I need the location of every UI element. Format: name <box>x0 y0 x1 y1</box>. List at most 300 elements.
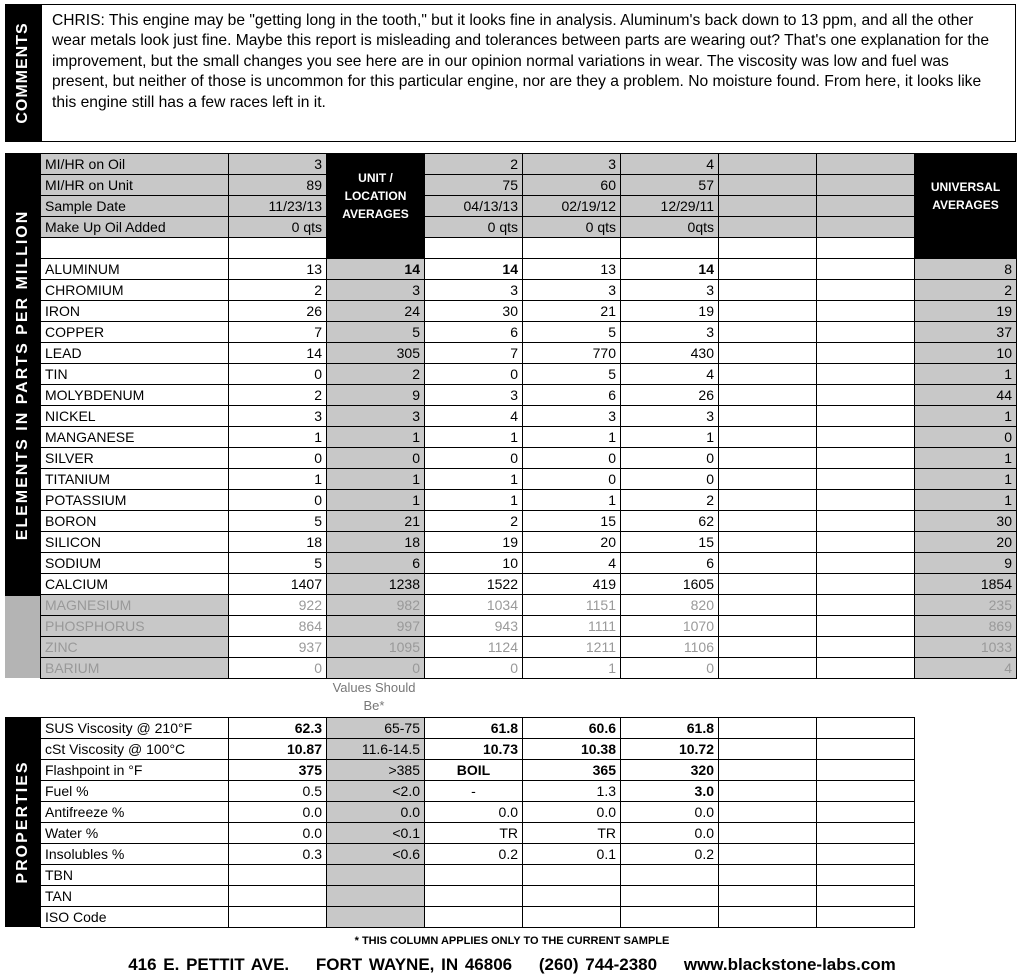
element-current-value: 0 <box>229 658 327 679</box>
info-row-label: Make Up Oil Added <box>41 217 229 238</box>
info-sample-2-value: 2 <box>425 154 523 175</box>
element-unit-average: 3 <box>327 280 425 301</box>
element-sample-3-value: 5 <box>523 364 621 385</box>
elements-heading: ELEMENTS IN PARTS PER MILLION <box>14 209 31 540</box>
property-empty-cell <box>719 886 817 907</box>
element-sample-2-value: 1 <box>425 427 523 448</box>
property-current-value: 375 <box>229 760 327 781</box>
property-sample-4-value: 3.0 <box>621 781 719 802</box>
element-empty-cell <box>817 532 915 553</box>
element-name: IRON <box>41 301 229 322</box>
property-name: Fuel % <box>41 781 229 802</box>
unit-location-averages-label: UNIT / LOCATION AVERAGES <box>342 170 409 221</box>
element-unit-average: 982 <box>327 595 425 616</box>
element-empty-cell <box>817 490 915 511</box>
spacer-cell <box>719 238 817 259</box>
element-sample-2-value: 6 <box>425 322 523 343</box>
element-current-value: 937 <box>229 637 327 658</box>
universal-averages-header <box>915 154 1017 238</box>
property-empty-cell <box>719 865 817 886</box>
element-sample-3-value: 1 <box>523 427 621 448</box>
info-current-value: 0 qts <box>229 217 327 238</box>
universal-averages-label: UNIVERSAL AVERAGES <box>930 179 1001 212</box>
element-empty-cell <box>817 595 915 616</box>
property-should-be-range: 0.0 <box>327 802 425 823</box>
property-row <box>41 907 915 928</box>
element-sample-2-value: 2 <box>425 511 523 532</box>
info-current-value: 11/23/13 <box>229 196 327 217</box>
element-sample-4-value: 26 <box>621 385 719 406</box>
footer-city: FORT WAYNE, IN 46806 <box>315 955 513 974</box>
property-should-be-range: <0.6 <box>327 844 425 865</box>
property-current-value <box>229 865 327 886</box>
element-unit-average: 1095 <box>327 637 425 658</box>
info-current-value: 3 <box>229 154 327 175</box>
element-empty-cell <box>817 574 915 595</box>
property-row <box>41 844 915 865</box>
property-row <box>41 823 915 844</box>
properties-label-bar <box>5 717 41 927</box>
element-sample-3-value: 0 <box>523 448 621 469</box>
element-sample-2-value: 4 <box>425 406 523 427</box>
element-sample-2-value: 1522 <box>425 574 523 595</box>
element-empty-cell <box>817 658 915 679</box>
element-sample-4-value: 2 <box>621 490 719 511</box>
element-universal-average: 1 <box>915 448 1017 469</box>
element-row <box>41 427 1017 448</box>
property-sample-3-value: 0.0 <box>523 802 621 823</box>
element-universal-average: 8 <box>915 259 1017 280</box>
element-empty-cell <box>719 616 817 637</box>
element-current-value: 1 <box>229 427 327 448</box>
element-empty-cell <box>719 448 817 469</box>
element-sample-4-value: 15 <box>621 532 719 553</box>
element-universal-average: 0 <box>915 427 1017 448</box>
element-universal-average: 1033 <box>915 637 1017 658</box>
property-sample-3-value: 0.1 <box>523 844 621 865</box>
info-row-label: MI/HR on Oil <box>41 154 229 175</box>
element-current-value: 26 <box>229 301 327 322</box>
element-unit-average: 18 <box>327 532 425 553</box>
property-empty-cell <box>817 844 915 865</box>
element-empty-cell <box>719 658 817 679</box>
info-sample-2-value: 75 <box>425 175 523 196</box>
element-unit-average: 14 <box>327 259 425 280</box>
element-name: TITANIUM <box>41 469 229 490</box>
info-sample-3-value: 3 <box>523 154 621 175</box>
element-row <box>41 280 1017 301</box>
element-sample-3-value: 4 <box>523 553 621 574</box>
element-sample-3-value: 21 <box>523 301 621 322</box>
property-should-be-range: <0.1 <box>327 823 425 844</box>
element-empty-cell <box>719 637 817 658</box>
property-sample-2-value: 0.2 <box>425 844 523 865</box>
element-sample-2-value: 1034 <box>425 595 523 616</box>
element-empty-cell <box>817 343 915 364</box>
element-empty-cell <box>719 280 817 301</box>
property-empty-cell <box>817 760 915 781</box>
element-sample-2-value: 1 <box>425 469 523 490</box>
footer-website[interactable]: www.blackstone-labs.com <box>683 955 896 974</box>
element-unit-average: 0 <box>327 448 425 469</box>
element-universal-average: 1 <box>915 406 1017 427</box>
element-sample-4-value: 1605 <box>621 574 719 595</box>
property-empty-cell <box>817 823 915 844</box>
element-empty-cell <box>719 259 817 280</box>
element-name: MAGNESIUM <box>41 595 229 616</box>
element-current-value: 2 <box>229 385 327 406</box>
element-universal-average: 1 <box>915 490 1017 511</box>
element-name: NICKEL <box>41 406 229 427</box>
element-empty-cell <box>719 469 817 490</box>
property-row <box>41 802 915 823</box>
info-empty-cell <box>817 154 915 175</box>
property-should-be-range <box>327 865 425 886</box>
info-sample-2-value: 04/13/13 <box>425 196 523 217</box>
info-sample-4-value: 0qts <box>621 217 719 238</box>
element-current-value: 2 <box>229 280 327 301</box>
property-sample-2-value: TR <box>425 823 523 844</box>
element-current-value: 13 <box>229 259 327 280</box>
element-name: ALUMINUM <box>41 259 229 280</box>
element-universal-average: 2 <box>915 280 1017 301</box>
element-sample-2-value: 943 <box>425 616 523 637</box>
property-row <box>41 886 915 907</box>
element-sample-2-value: 10 <box>425 553 523 574</box>
element-empty-cell <box>817 469 915 490</box>
property-sample-3-value: 365 <box>523 760 621 781</box>
element-current-value: 0 <box>229 448 327 469</box>
element-unit-average: 3 <box>327 406 425 427</box>
element-universal-average: 19 <box>915 301 1017 322</box>
element-sample-4-value: 0 <box>621 658 719 679</box>
element-current-value: 0 <box>229 490 327 511</box>
element-sample-3-value: 1111 <box>523 616 621 637</box>
property-sample-2-value: 61.8 <box>425 718 523 739</box>
property-current-value <box>229 886 327 907</box>
property-should-be-range <box>327 886 425 907</box>
element-sample-3-value: 5 <box>523 322 621 343</box>
property-current-value: 0.0 <box>229 802 327 823</box>
values-should-be-label: Values Should Be* <box>332 680 416 713</box>
element-row <box>41 343 1017 364</box>
property-current-value <box>229 907 327 928</box>
property-sample-4-value <box>621 865 719 886</box>
element-current-value: 3 <box>229 406 327 427</box>
property-sample-4-value <box>621 907 719 928</box>
element-unit-average: 21 <box>327 511 425 532</box>
element-current-value: 18 <box>229 532 327 553</box>
info-sample-3-value: 02/19/12 <box>523 196 621 217</box>
footer-note: * THIS COLUMN APPLIES ONLY TO THE CURRENT SAMPLE <box>354 935 670 947</box>
property-empty-cell <box>719 718 817 739</box>
element-name: ZINC <box>41 637 229 658</box>
property-empty-cell <box>817 865 915 886</box>
info-sample-4-value: 4 <box>621 154 719 175</box>
property-empty-cell <box>719 844 817 865</box>
element-empty-cell <box>817 511 915 532</box>
element-empty-cell <box>817 637 915 658</box>
element-sample-4-value: 14 <box>621 259 719 280</box>
element-empty-cell <box>817 322 915 343</box>
element-name: POTASSIUM <box>41 490 229 511</box>
property-sample-2-value <box>425 865 523 886</box>
property-sample-4-value <box>621 886 719 907</box>
element-sample-3-value: 3 <box>523 406 621 427</box>
element-empty-cell <box>719 511 817 532</box>
element-name: SODIUM <box>41 553 229 574</box>
comments-text: CHRIS: This engine may be "getting long in the tooth," but it looks fine in analysis. Aluminum's back down to 13 ppm, and all the other wear metals look just fine. Maybe this report is misleading and tolerances between parts are wearing out? That's one explanation for the improvement, but the small changes you see here are in our opinion normal variations in wear. The viscosity was low and fuel was present, but neither of those is uncommon for this particular engine, nor are they a problem. No moisture found. From here, it looks like this engine still has a few races left in it. <box>41 4 1016 142</box>
property-row <box>41 760 915 781</box>
info-empty-cell <box>817 217 915 238</box>
element-sample-4-value: 19 <box>621 301 719 322</box>
info-row <box>41 196 1017 217</box>
element-sample-3-value: 1151 <box>523 595 621 616</box>
property-sample-2-value <box>425 886 523 907</box>
element-name: BORON <box>41 511 229 532</box>
element-sample-4-value: 1106 <box>621 637 719 658</box>
info-sample-4-value: 57 <box>621 175 719 196</box>
element-sample-4-value: 3 <box>621 406 719 427</box>
element-sample-3-value: 1 <box>523 658 621 679</box>
element-empty-cell <box>719 343 817 364</box>
elements-label-bar-gray <box>5 596 41 678</box>
element-row <box>41 469 1017 490</box>
element-sample-2-value: 30 <box>425 301 523 322</box>
element-sample-2-value: 1 <box>425 490 523 511</box>
element-current-value: 1 <box>229 469 327 490</box>
element-empty-cell <box>817 616 915 637</box>
property-empty-cell <box>719 907 817 928</box>
element-row <box>41 637 1017 658</box>
property-sample-2-value: BOIL <box>425 760 523 781</box>
element-sample-2-value: 0 <box>425 448 523 469</box>
element-empty-cell <box>719 364 817 385</box>
element-unit-average: 305 <box>327 343 425 364</box>
element-empty-cell <box>817 553 915 574</box>
element-row <box>41 259 1017 280</box>
element-row <box>41 658 1017 679</box>
property-sample-4-value: 10.72 <box>621 739 719 760</box>
element-name: PHOSPHORUS <box>41 616 229 637</box>
property-row <box>41 865 915 886</box>
property-sample-4-value: 0.0 <box>621 802 719 823</box>
element-unit-average: 5 <box>327 322 425 343</box>
property-sample-2-value: 10.73 <box>425 739 523 760</box>
element-empty-cell <box>719 532 817 553</box>
info-empty-cell <box>719 154 817 175</box>
elements-label-bar <box>5 153 41 596</box>
element-row <box>41 616 1017 637</box>
property-empty-cell <box>817 802 915 823</box>
property-empty-cell <box>719 739 817 760</box>
property-should-be-range: 65-75 <box>327 718 425 739</box>
element-sample-3-value: 770 <box>523 343 621 364</box>
element-unit-average: 6 <box>327 553 425 574</box>
element-current-value: 5 <box>229 553 327 574</box>
element-row <box>41 322 1017 343</box>
element-universal-average: 9 <box>915 553 1017 574</box>
property-current-value: 0.3 <box>229 844 327 865</box>
property-row <box>41 781 915 802</box>
property-empty-cell <box>817 739 915 760</box>
info-sample-3-value: 0 qts <box>523 217 621 238</box>
element-sample-4-value: 6 <box>621 553 719 574</box>
element-empty-cell <box>817 406 915 427</box>
element-name: MOLYBDENUM <box>41 385 229 406</box>
element-row <box>41 511 1017 532</box>
property-sample-2-value <box>425 907 523 928</box>
info-row-label: Sample Date <box>41 196 229 217</box>
element-unit-average: 1 <box>327 490 425 511</box>
unit-location-averages-header <box>327 154 425 238</box>
property-current-value: 0.0 <box>229 823 327 844</box>
element-empty-cell <box>719 406 817 427</box>
element-name: MANGANESE <box>41 427 229 448</box>
element-unit-average: 1 <box>327 469 425 490</box>
element-current-value: 864 <box>229 616 327 637</box>
spacer-row <box>41 238 1017 259</box>
properties-heading: PROPERTIES <box>14 760 31 884</box>
element-current-value: 922 <box>229 595 327 616</box>
spacer-cell <box>817 238 915 259</box>
property-row <box>41 718 915 739</box>
footer-phone: (260) 744-2380 <box>538 955 658 974</box>
element-name: BARIUM <box>41 658 229 679</box>
property-sample-2-value: 0.0 <box>425 802 523 823</box>
element-unit-average: 2 <box>327 364 425 385</box>
element-row <box>41 301 1017 322</box>
element-sample-3-value: 6 <box>523 385 621 406</box>
property-empty-cell <box>817 907 915 928</box>
element-unit-average: 1238 <box>327 574 425 595</box>
element-sample-3-value: 0 <box>523 469 621 490</box>
spacer-cell <box>621 238 719 259</box>
property-should-be-range: <2.0 <box>327 781 425 802</box>
property-sample-2-value: - <box>425 781 523 802</box>
element-name: CALCIUM <box>41 574 229 595</box>
element-universal-average: 30 <box>915 511 1017 532</box>
element-row <box>41 406 1017 427</box>
element-empty-cell <box>817 364 915 385</box>
element-universal-average: 10 <box>915 343 1017 364</box>
element-sample-4-value: 1 <box>621 427 719 448</box>
property-should-be-range: >385 <box>327 760 425 781</box>
element-name: LEAD <box>41 343 229 364</box>
spacer-cell <box>229 238 327 259</box>
property-name: Antifreeze % <box>41 802 229 823</box>
element-row <box>41 595 1017 616</box>
element-empty-cell <box>719 490 817 511</box>
property-name: Insolubles % <box>41 844 229 865</box>
info-row <box>41 154 1017 175</box>
element-universal-average: 20 <box>915 532 1017 553</box>
element-unit-average: 997 <box>327 616 425 637</box>
property-name: cSt Viscosity @ 100°C <box>41 739 229 760</box>
property-sample-3-value: 60.6 <box>523 718 621 739</box>
property-name: SUS Viscosity @ 210°F <box>41 718 229 739</box>
element-empty-cell <box>719 574 817 595</box>
element-sample-2-value: 14 <box>425 259 523 280</box>
element-universal-average: 869 <box>915 616 1017 637</box>
property-sample-4-value: 0.0 <box>621 823 719 844</box>
element-name: SILVER <box>41 448 229 469</box>
property-empty-cell <box>719 781 817 802</box>
property-current-value: 10.87 <box>229 739 327 760</box>
info-sample-3-value: 60 <box>523 175 621 196</box>
element-empty-cell <box>817 280 915 301</box>
element-sample-2-value: 0 <box>425 364 523 385</box>
element-sample-4-value: 430 <box>621 343 719 364</box>
element-sample-4-value: 3 <box>621 322 719 343</box>
element-universal-average: 1 <box>915 364 1017 385</box>
element-current-value: 0 <box>229 364 327 385</box>
property-empty-cell <box>719 802 817 823</box>
element-sample-2-value: 1124 <box>425 637 523 658</box>
element-sample-2-value: 7 <box>425 343 523 364</box>
element-row <box>41 364 1017 385</box>
element-name: CHROMIUM <box>41 280 229 301</box>
element-empty-cell <box>817 448 915 469</box>
element-row <box>41 385 1017 406</box>
element-universal-average: 37 <box>915 322 1017 343</box>
property-sample-3-value: 1.3 <box>523 781 621 802</box>
element-name: SILICON <box>41 532 229 553</box>
element-sample-4-value: 820 <box>621 595 719 616</box>
element-universal-average: 44 <box>915 385 1017 406</box>
element-sample-4-value: 4 <box>621 364 719 385</box>
property-sample-3-value <box>523 907 621 928</box>
property-sample-4-value: 320 <box>621 760 719 781</box>
element-sample-4-value: 1070 <box>621 616 719 637</box>
info-empty-cell <box>817 175 915 196</box>
element-unit-average: 0 <box>327 658 425 679</box>
element-empty-cell <box>817 385 915 406</box>
element-sample-3-value: 13 <box>523 259 621 280</box>
element-universal-average: 235 <box>915 595 1017 616</box>
element-sample-2-value: 0 <box>425 658 523 679</box>
element-empty-cell <box>817 427 915 448</box>
info-sample-2-value: 0 qts <box>425 217 523 238</box>
element-row <box>41 448 1017 469</box>
property-name: ISO Code <box>41 907 229 928</box>
property-current-value: 0.5 <box>229 781 327 802</box>
element-sample-3-value: 419 <box>523 574 621 595</box>
footer-street: 416 E. PETTIT AVE. <box>128 955 290 974</box>
element-sample-4-value: 0 <box>621 448 719 469</box>
element-universal-average: 1854 <box>915 574 1017 595</box>
property-sample-3-value: TR <box>523 823 621 844</box>
element-row <box>41 574 1017 595</box>
properties-table <box>40 717 915 928</box>
element-name: TIN <box>41 364 229 385</box>
element-sample-3-value: 1211 <box>523 637 621 658</box>
property-name: TBN <box>41 865 229 886</box>
property-current-value: 62.3 <box>229 718 327 739</box>
info-empty-cell <box>719 217 817 238</box>
property-name: Flashpoint in °F <box>41 760 229 781</box>
property-should-be-range <box>327 907 425 928</box>
element-sample-3-value: 1 <box>523 490 621 511</box>
property-sample-3-value <box>523 886 621 907</box>
spacer-cell <box>41 238 229 259</box>
element-unit-average: 1 <box>327 427 425 448</box>
element-sample-2-value: 19 <box>425 532 523 553</box>
info-row <box>41 217 1017 238</box>
element-sample-4-value: 62 <box>621 511 719 532</box>
element-row <box>41 490 1017 511</box>
element-name: COPPER <box>41 322 229 343</box>
